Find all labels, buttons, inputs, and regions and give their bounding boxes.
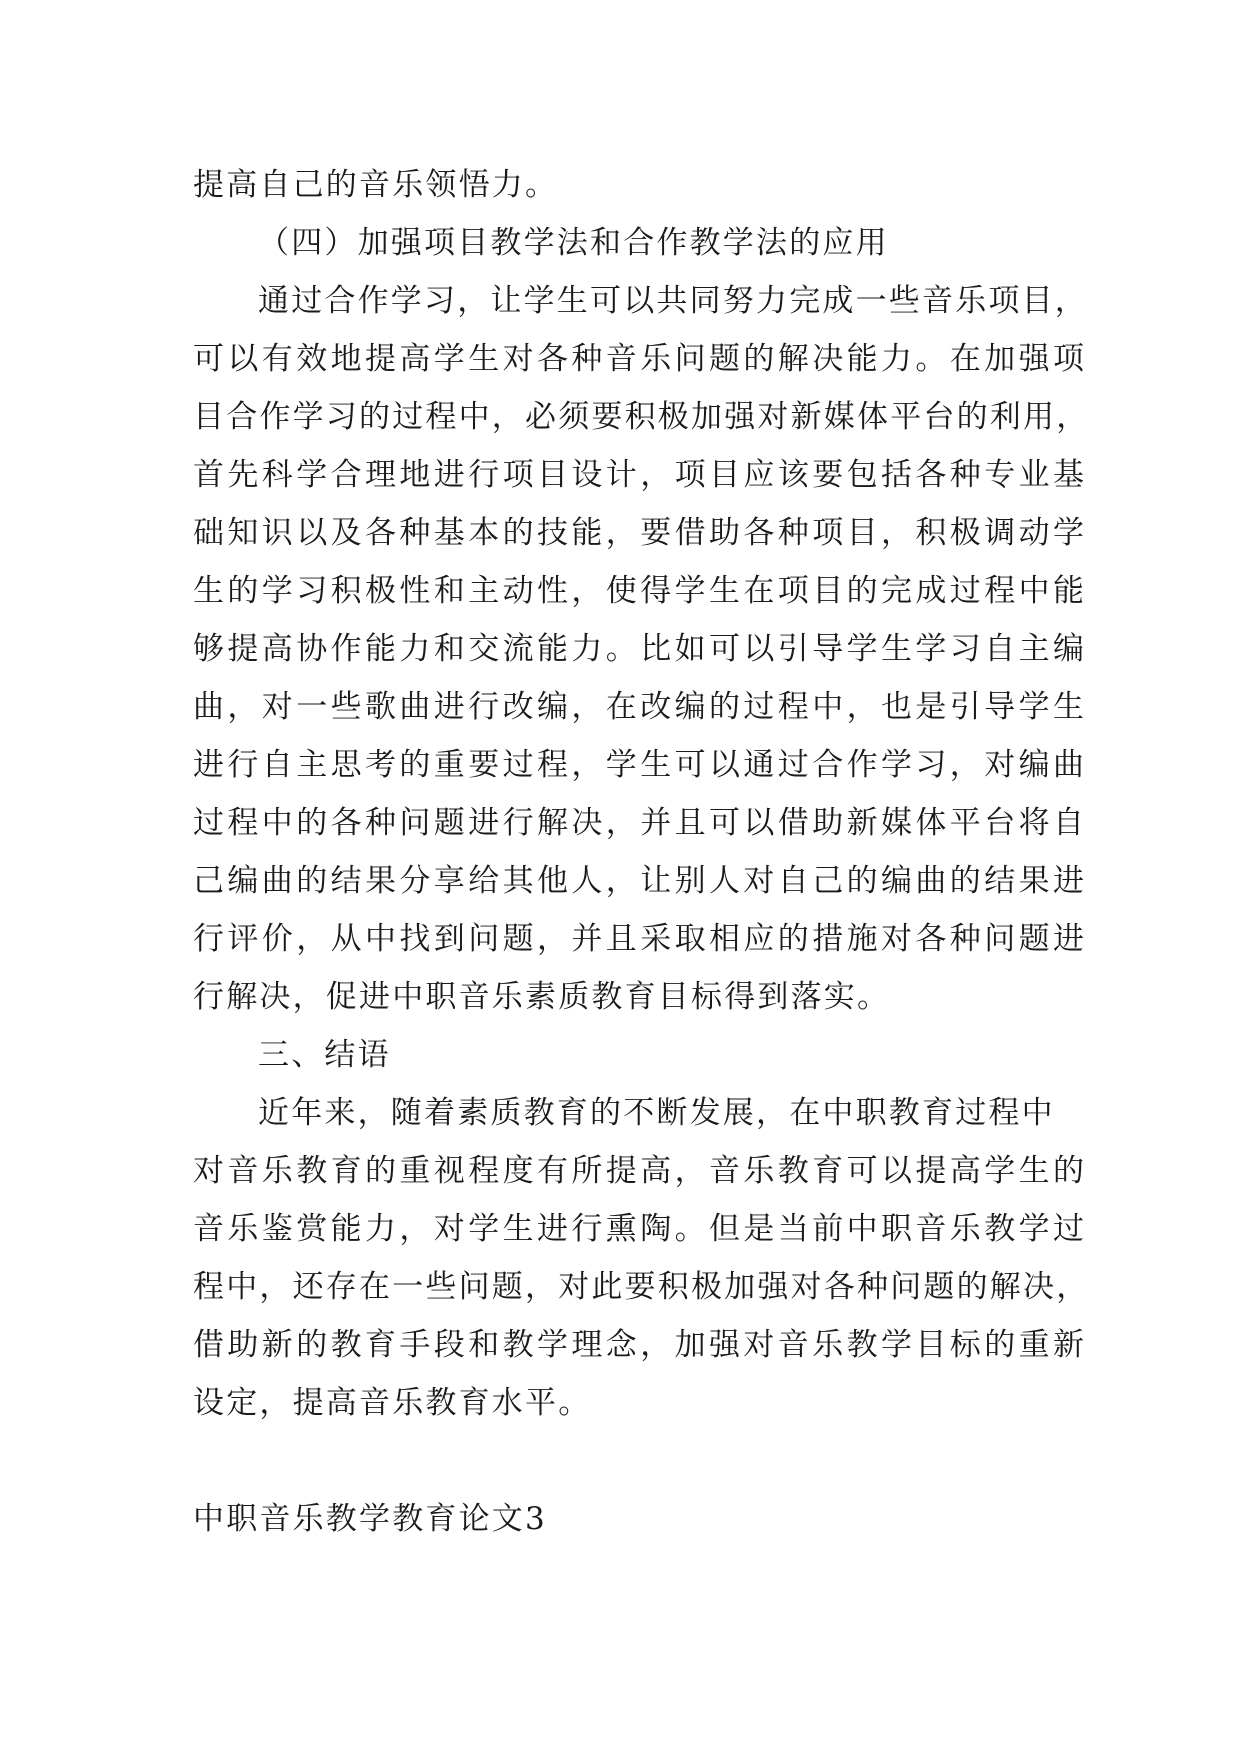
paragraph-line: 生的学习积极性和主动性，使得学生在项目的完成过程中能 — [193, 573, 1088, 609]
paragraph-line: 音乐鉴赏能力，对学生进行熏陶。但是当前中职音乐教学过 — [193, 1211, 1088, 1247]
paragraph-line: 曲，对一些歌曲进行改编，在改编的过程中，也是引导学生 — [193, 689, 1088, 725]
section-heading-four: （四）加强项目教学法和合作教学法的应用 — [258, 225, 889, 261]
paragraph-line: 目合作学习的过程中，必须要积极加强对新媒体平台的利用， — [193, 399, 1090, 435]
paragraph-line: 础知识以及各种基本的技能，要借助各种项目，积极调动学 — [193, 515, 1088, 551]
paragraph-line: 近年来，随着素质教育的不断发展，在中职教育过程中 — [258, 1095, 1055, 1131]
paragraph-line: 够提高协作能力和交流能力。比如可以引导学生学习自主编 — [193, 631, 1088, 667]
paragraph-line: 行评价，从中找到问题，并且采取相应的措施对各种问题进 — [193, 921, 1088, 957]
paragraph-line: 己编曲的结果分享给其他人，让别人对自己的编曲的结果进 — [193, 863, 1088, 899]
paragraph-line: 过程中的各种问题进行解决，并且可以借助新媒体平台将自 — [193, 805, 1088, 841]
conclusion-heading: 三、结语 — [258, 1037, 391, 1073]
paragraph-continuation: 提高自己的音乐领悟力。 — [193, 167, 559, 203]
paragraph-line: 设定，提高音乐教育水平。 — [193, 1385, 592, 1421]
paragraph-line: 程中，还存在一些问题，对此要积极加强对各种问题的解决， — [193, 1269, 1090, 1305]
paragraph-line: 对音乐教育的重视程度有所提高，音乐教育可以提高学生的 — [193, 1153, 1088, 1189]
paragraph-line: 借助新的教育手段和教学理念，加强对音乐教学目标的重新 — [193, 1327, 1088, 1363]
paragraph-line: 首先科学合理地进行项目设计，项目应该要包括各种专业基 — [193, 457, 1088, 493]
paragraph-line: 进行自主思考的重要过程，学生可以通过合作学习，对编曲 — [193, 747, 1088, 783]
paragraph-line: 通过合作学习，让学生可以共同努力完成一些音乐项目， — [258, 283, 1088, 319]
next-article-title: 中职音乐教学教育论文3 — [193, 1501, 547, 1537]
paragraph-line: 可以有效地提高学生对各种音乐问题的解决能力。在加强项 — [193, 341, 1088, 377]
paragraph-line: 行解决，促进中职音乐素质教育目标得到落实。 — [193, 979, 891, 1015]
